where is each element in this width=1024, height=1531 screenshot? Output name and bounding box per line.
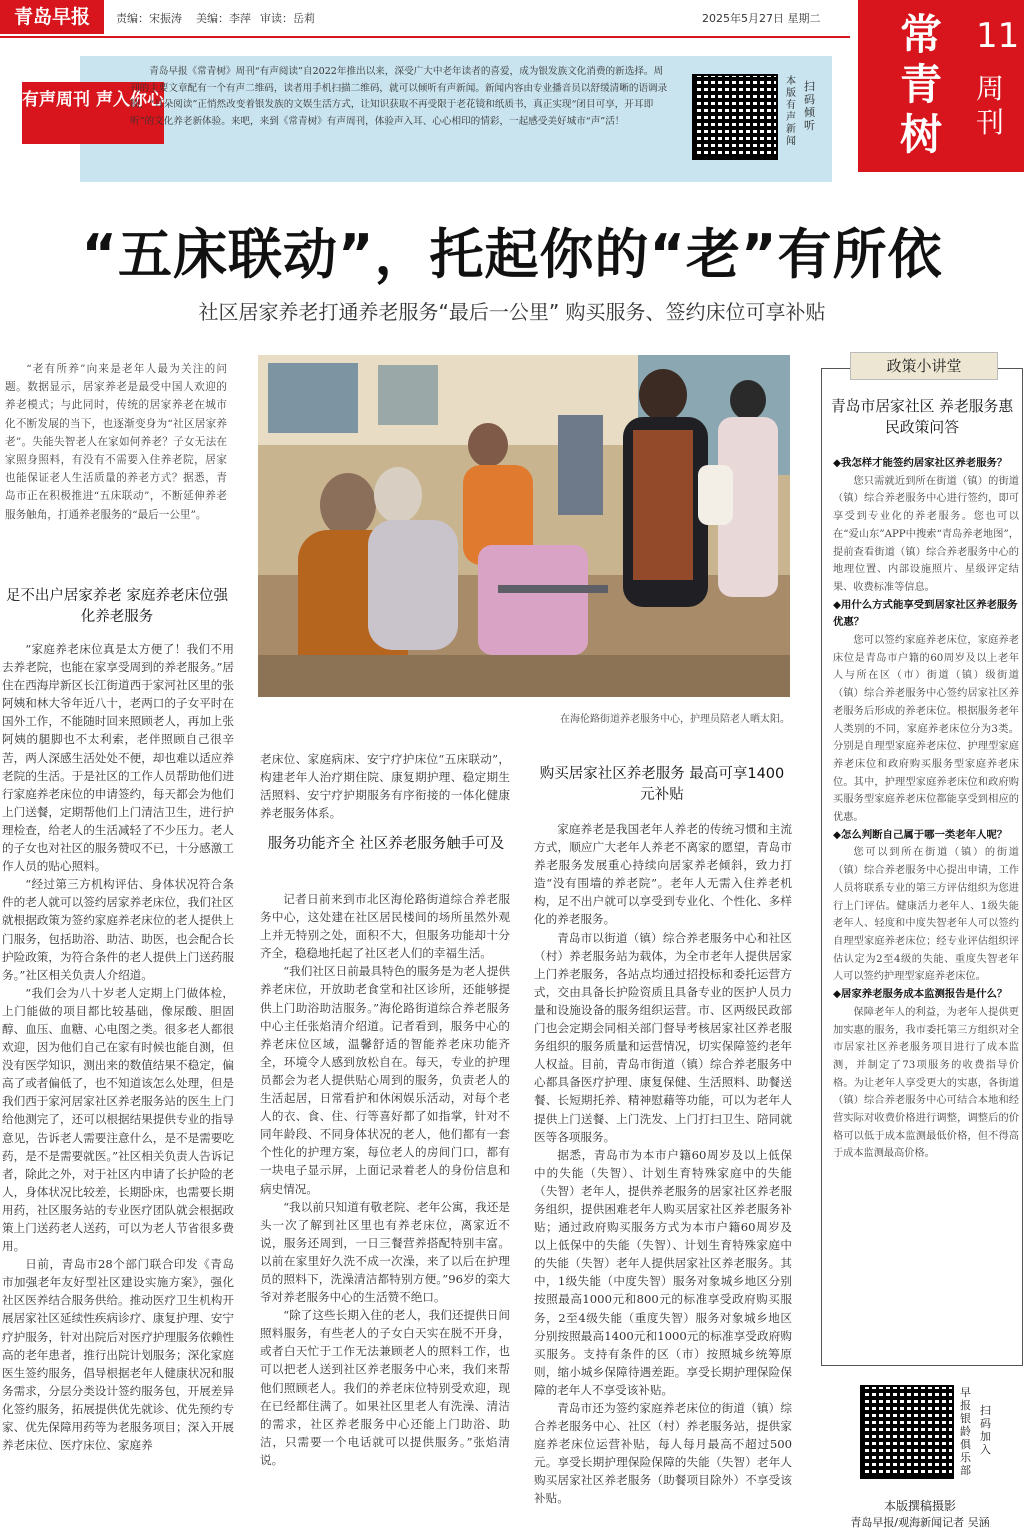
club-qr-label: 早报银龄俱乐部 [960, 1386, 971, 1477]
paragraph: “我们会为八十岁老人定期上门做体检，上门能做的项目都比较基础，像尿酸、胆固醇、血压、血糖、心电图之类。很多老人都很欢迎，因为他们自己在家有时候也能自测，但没有医学知识，测出来的数值结果不稳定，偏高了或者偏低了，也不知道该怎么处理，但是我们西于家河居家社区养老服务站的医生上门给他测完了，还可以根据结果提供专业的指导意见，告诉老人需要注意什么，是不是需要吃药，是不是需要就医。”社区相关负责人告诉记者，除此之外，对于社区内申请了长护险的老人，身体状况比较差，长期卧床，也需要长期用药，社区服务站的专业医疗团队就会根据政策上门送药老人送药，可以为老人节省很多费用。 [2, 985, 235, 1254]
column-name: 常青树 [900, 10, 943, 159]
paragraph: “经过第三方机构评估、身体状况符合条件的老人就可以签约居家养老床位，我们社区就根据政策为签约家庭养老床位的老人提供上门服务，包括助浴、助洁、助医，也会配合长护险政策，为符合条件的老人提供上门送药服务。”社区相关负责人介绍道。 [2, 877, 234, 982]
subheadline: 社区居家养老打通养老服务“最后一公里” 购买服务、签约床位可享补贴 [198, 300, 826, 324]
paragraph: 据悉，青岛市为本市户籍60周岁及以上低保中的失能（失智）、计划生育特殊家庭中的失能（失智）老年人，提供养老服务的居家社区养老服务组织，提供困难老年人购买居家社区养老服务补贴；通过政府购买服务方式为本市户籍60周岁及以上低保中的失能（失智）、计划生育特殊家庭中的失能（失智）老年人提供居家社区养老服务。其中，1级失能（中度失智）服务对象城乡地区分别按照最高1000元和800元的标准享受政府购买服务，2至4级失能（重度失智）服务对象城乡地区分别按照最高1400元和1000元的标准享受政府购买服务。支持有条件的区（市）按照城乡统筹原则，缩小城乡保障待遇差距。享受长期护理保险保障的老年人不享受该补贴。 [534, 1147, 792, 1397]
sidebar-qa [833, 455, 1019, 1163]
byline-author: 青岛早报/观海新闻记者 吴涵 [850, 1516, 990, 1529]
proofreader-credit: 审读：岳莉 [260, 12, 315, 25]
publication-type: 周刊 [976, 72, 1005, 139]
paragraph: “家庭养老床位真是太方便了！我们不用去养老院，也能在家享受周到的养老服务。”居住在西海岸新区长江街道西于家河社区里的张阿姨和林大爷年近八十，老两口的子女平时在国外工作，不能随时回来照顾老人，再加上张阿姨的腿脚也不太利索，老伴照顾自己很辛苦，两人深感生活处处不便，却也难以适应养老院的生活。于是社区的工作人员帮助他们进行家庭养老床位的申请签约，每天都会为他们上门送餐，定期帮他们上门清洁卫生，进行护理检查，给老人的生活减轻了不少压力。老人的子女也对社区的服务赞叹不已，十分感激工作人员的贴心照料。 [2, 642, 235, 874]
club-qr-code[interactable] [860, 1385, 954, 1479]
section1-body [2, 640, 234, 1454]
section3-body [534, 820, 792, 1508]
audio-qr-code[interactable] [692, 74, 778, 160]
paragraph: 家庭养老是我国老年人养老的传统习惯和主流方式，顺应广大老年人养老不离家的愿望，青岛市养老服务发展重心持续向居家养老倾斜，致力打造“没有围墙的养老院”。老年人无需入住养老机构，足不出户就可以享受到专业化、个性化、多样化的养老服务。 [534, 822, 792, 927]
section1-title: 足不出户居家养老 家庭养老床位强化养老服务 [5, 588, 229, 625]
audio-promo-tag: 有声周刊 声入你心 [22, 82, 164, 144]
qa-answer: 您可以到所在街道（镇）的街道（镇）综合养老服务中心提出申请，工作人员将联系专业的第三方评估组织为您进行上门评估。健康活力老年人、1级失能老年人、轻度和中度失智老年人可以签约自理型家庭养老床位；经专业评估组织评估认定为2至4级的失能、重度失智老年人可以签约护理型家庭养老床位。 [833, 847, 1019, 983]
qa-question: ◆我怎样才能签约居家社区养老服务？ [833, 457, 1008, 469]
qa-question: ◆怎么判断自己属于哪一类老年人呢？ [833, 828, 1008, 841]
qa-question: ◆居家养老服务成本监测报告是什么？ [833, 988, 1008, 1001]
qa-question: ◆用什么方式能享受到居家社区养老服务优惠？ [833, 598, 1018, 629]
header-rule [0, 36, 850, 38]
paragraph: “我们社区日前最具特色的服务是为老人提供养老床位，开放助老食堂和社区诊所，还能够提供上门助浴助洁服务。”海伦路街道综合养老服务中心主任张焰清介绍道。记者看到，服务中心的养老床位区域，温馨舒适的智能养老床功能齐全，环境令人感到放松自在。每天，专业的护理员都会为老人提供贴心周到的服务，负责老人的生活起居，日常看护和休闲娱乐活动，对每个老人的衣、食、住、行等喜好都了如指掌，针对不同年龄段、不同身体状况的老人，他们都有一套个性化的护理方案，每位老人的房间门口，都有一块电子显示屏，上面记录着老人的身份信息和病史情况。 [260, 964, 510, 1196]
column-masthead [858, 0, 1024, 172]
paragraph: 日前，青岛市28个部门联合印发《青岛市加强老年友好型社区建设实施方案》，强化社区医养结合服务供给。推动医疗卫生机构开展居家社区延续性疾病诊疗、康复护理、安宁疗护服务，针对出院后对医疗护理服务依赖性高的老年患者，推行出院计划服务；深化家庭医生签约服务，倡导根据老年人健康状况和服务需求，分层分类设计签约服务包，开展差异化签约服务，拓展提供优先就诊、优先预约专家、优先保障用药等为老服务项目；深入开展养老床位、医疗床位、家庭养 [2, 1257, 234, 1453]
article-intro: “老有所养”向来是老年人最为关注的问题。数据显示，居家养老是最受中国人欢迎的养老模式；与此同时，传统的居家养老在城市化不断发展的当下，也逐渐变身为“社区居家养老”。失能失智老人在家如何养老？子女无法在家照身照料，有没有不需要入住养老院，居家也能保证老人生活质量的养老方式？据悉，青岛市正在积极推进“五床联动”，不断延伸养老服务触角，打通养老服务的“最后一公里”。 [5, 363, 227, 521]
paragraph: “除了这些长期入住的老人，我们还提供日间照料服务，有些老人的子女白天实在脱不开身，或者白天忙于工作无法兼顾老人的照料工作，也可以把老人送到社区养老服务中心来，我们来帮他们照顾老人。我们的养老床位特别受欢迎，现在已经都住满了。如果社区里老人有洗澡、清洁的需求，社区养老服务中心还能上门助浴、助洁，只需要一个电话就可以提供服务。”张焰清说。 [260, 1308, 510, 1467]
audio-promo-text: 青岛早报《常青树》周刊“有声阅读”自2022年推出以来，深受广大中老年读者的喜爱，成为银发族文化消费的新选择。周刊的主要文章配有一个有声二维码，读者用手机扫描二维码，就可以倾听有声新闻。新闻内容由专业播音员以舒缓清晰的语调录制，“耳朵阅读”正悄然改变着银发族的文娱生活方式，让知识获取不再受限于老花镜和纸质书，真正实现“闭目可享，开耳即听”的文化养老新体验。来吧，来到《常青树》有声周刊，体验声入耳、心心相印的情彩，一起感受美好城市“声”活！ [130, 66, 668, 127]
sidebar-title: 青岛市居家社区 养老服务惠民政策问答 [830, 398, 1014, 436]
qa-answer: 您只需就近到所在街道（镇）的街道（镇）综合养老服务中心进行签约，即可享受到专业化的养老服务。您也可以在“爱山东”APP中搜索“青岛养老地图”，提前查看街道（镇）综合养老服务中心的地理位置、内部设施照片、星级评定结果、收费标准等信息。 [833, 475, 1019, 593]
club-qr-action: 扫码加入 [980, 1404, 991, 1456]
paragraph: “我以前只知道有敬老院、老年公寓，我还是头一次了解到社区里也有养老床位，离家近不说，服务还周到，一日三餐营养搭配特别丰富。以前在家里好久洗不成一次澡，来了以后在护理员的照料下，洗澡清洁都特别方便。”96岁的栾大爷对养老服务中心的生活赞不绝口。 [260, 1199, 510, 1305]
byline-title: 本版撰稿摄影 [883, 1499, 956, 1513]
audio-qr-label: 本版有声新闻 [786, 76, 796, 147]
qa-answer: 您可以签约家庭养老床位，家庭养老床位是青岛市户籍的60周岁及以上老年人与所在区（市）街道（镇）级街道（镇）综合养老服务中心签约居家社区养老服务后形成的养老床位。根据服务老年人类别的不同，家庭养老床位分为3类。分别是自理型家庭养老床位、护理型家庭养老床位和政府购买服务型家庭养老床位。其中，护理型家庭养老床位和政府购买服务型家庭养老床位都能享受到相应的优惠。 [833, 635, 1019, 824]
qa-answer: 保障老年人的利益，为老年人提供更加实惠的服务，我市委托第三方组织对全市居家社区养老服务项目进行了成本监测，并制定了73项服务的收费指导价格。为让老年人享受更大的实惠，各街道（镇）综合养老服务中心可结合本地和经营实际对收费价格进行调整，调整后的价格可以低于成本监测最低价格，但不得高于成本监测最高价格。 [833, 1006, 1019, 1160]
audio-qr-action: 扫码倾听 [804, 80, 815, 132]
section1-continuation: 老床位、家庭病床、安宁疗护床位“五床联动”，构建老年人治疗期住院、康复期护理、稳定期生活照料、安宁疗护期服务有序衔接的一体化健康养老服务体系。 [260, 752, 510, 821]
newspaper-logo: 青岛早报 [0, 0, 104, 34]
page-number: 11 [976, 16, 1020, 56]
issue-date: 2025年5月27日 星期二 [702, 12, 821, 25]
photo-illustration [258, 355, 790, 697]
sidebar-tag: 政策小讲堂 [850, 352, 998, 380]
photo-caption: 在海伦路街道养老服务中心，护理员陪老人晒太阳。 [560, 714, 790, 725]
headline: “五床联动”，托起你的“老”有所依 [81, 223, 943, 286]
paragraph: 青岛市以街道（镇）综合养老服务中心和社区（村）养老服务站为载体，为全市老年人提供居家上门养老服务，各站点均通过招投标和委托运营方式，交由具备长护险资质且具备专业的医护人员力量和设施设备的服务组织运营。市、区两级民政部门也会定期会同相关部门督导考核居家社区养老服务组织的服务质量和运营情况，切实保障签约老年人权益。目前，青岛市街道（镇）综合养老服务中心都具备医疗护理、康复保健、生活照料、助餐送餐、长短期托养、精神慰藉等功能，可以为老年人提供上门送餐、上门洗发、上门打扫卫生、陪同就医等各项服务。 [534, 930, 792, 1144]
paragraph: 记者日前来到市北区海伦路街道综合养老服务中心，这处建在社区居民楼间的场所虽然外观上并无特别之处，面积不大，但服务功能却十分齐全，稳稳地托起了社区老人们的幸福生活。 [260, 892, 510, 961]
section2-title: 服务功能齐全 社区养老服务触手可及 [267, 836, 505, 852]
editor-credit: 责编：宋振涛 [116, 12, 182, 25]
paragraph: 青岛市还为签约家庭养老床位的街道（镇）综合养老服务中心、社区（村）养老服务站，提供家庭养老床位运营补贴，每人每月最高不超过500元。享受长期护理保险保障的失能（失智）老年人购买居家社区养老服务（助餐项目除外）不享受该补贴。 [534, 1401, 792, 1506]
nursing-home-photo [258, 355, 790, 697]
section3-title: 购买居家社区养老服务 最高可享1400元补贴 [539, 766, 785, 803]
designer-credit: 美编：李萍 [196, 12, 251, 25]
section2-body [260, 890, 510, 1469]
